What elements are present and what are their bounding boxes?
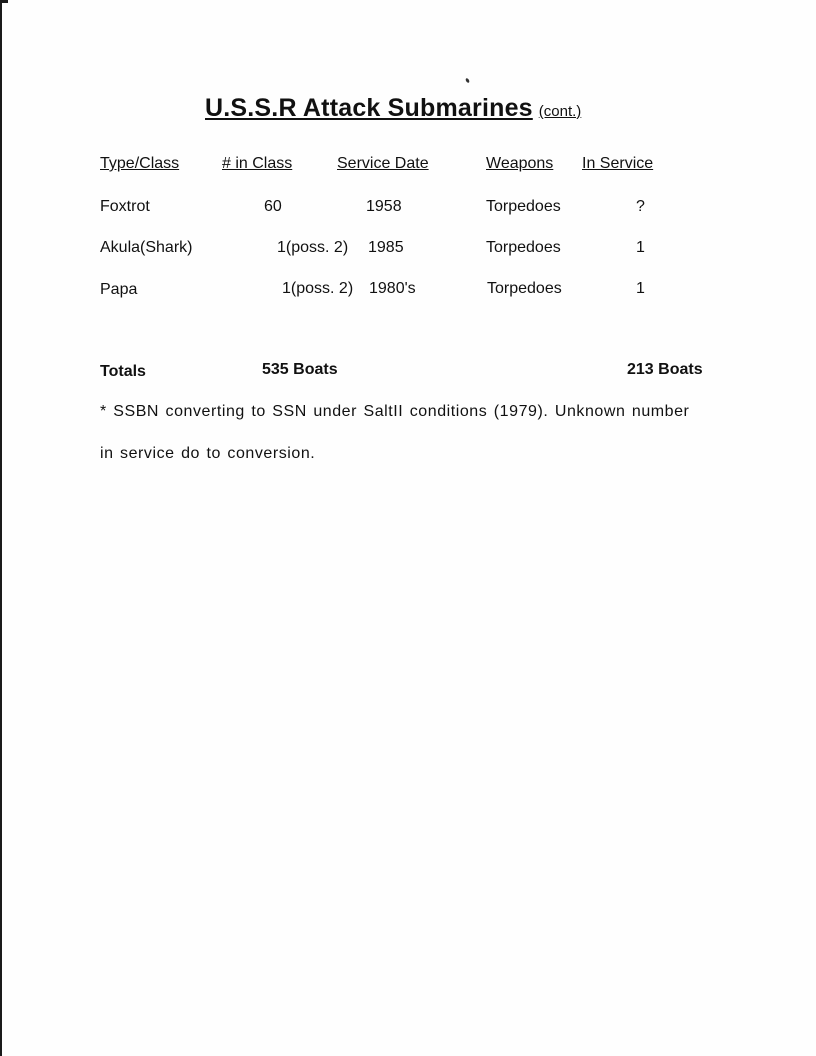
- footnote-line-1: * SSBN converting to SSN under SaltII conditions (1979). Unknown number: [100, 403, 690, 420]
- row-foxtrot-count: 60: [264, 198, 282, 215]
- row-foxtrot-type: Foxtrot: [100, 198, 150, 215]
- page-title: [205, 94, 581, 123]
- footnote-line-2: in service do to conversion.: [100, 445, 316, 462]
- totals-in-class: 535 Boats: [262, 361, 338, 378]
- row-akula-count: 1(poss. 2): [277, 239, 349, 256]
- row-akula-in-service: 1: [636, 239, 645, 256]
- scan-corner: [0, 0, 8, 3]
- header-type-class: Type/Class: [100, 155, 180, 172]
- header-in-class: # in Class: [222, 155, 293, 172]
- header-service-date: Service Date: [337, 155, 429, 172]
- row-papa-in-service: 1: [636, 280, 645, 297]
- totals-in-service: 213 Boats: [627, 361, 703, 378]
- header-in-service: In Service: [582, 155, 654, 172]
- row-papa-count: 1(poss. 2): [282, 280, 354, 297]
- title-suffix: (cont.): [538, 103, 582, 120]
- title-main: U.S.S.R Attack Submarines: [205, 94, 533, 122]
- row-akula-type: Akula(Shark): [100, 239, 193, 256]
- scan-edge: [0, 0, 2, 1056]
- row-akula-weapons: Torpedoes: [486, 239, 561, 256]
- totals-label: Totals: [100, 363, 146, 380]
- row-foxtrot-weapons: Torpedoes: [486, 198, 561, 215]
- row-foxtrot-date: 1958: [366, 198, 402, 215]
- row-papa-date: 1980's: [369, 280, 416, 297]
- row-akula-date: 1985: [368, 239, 404, 256]
- row-papa-weapons: Torpedoes: [487, 280, 562, 297]
- row-papa-type: Papa: [100, 281, 138, 298]
- row-foxtrot-in-service: ?: [636, 198, 645, 215]
- header-weapons: Weapons: [486, 155, 554, 172]
- scan-speck: [465, 78, 470, 84]
